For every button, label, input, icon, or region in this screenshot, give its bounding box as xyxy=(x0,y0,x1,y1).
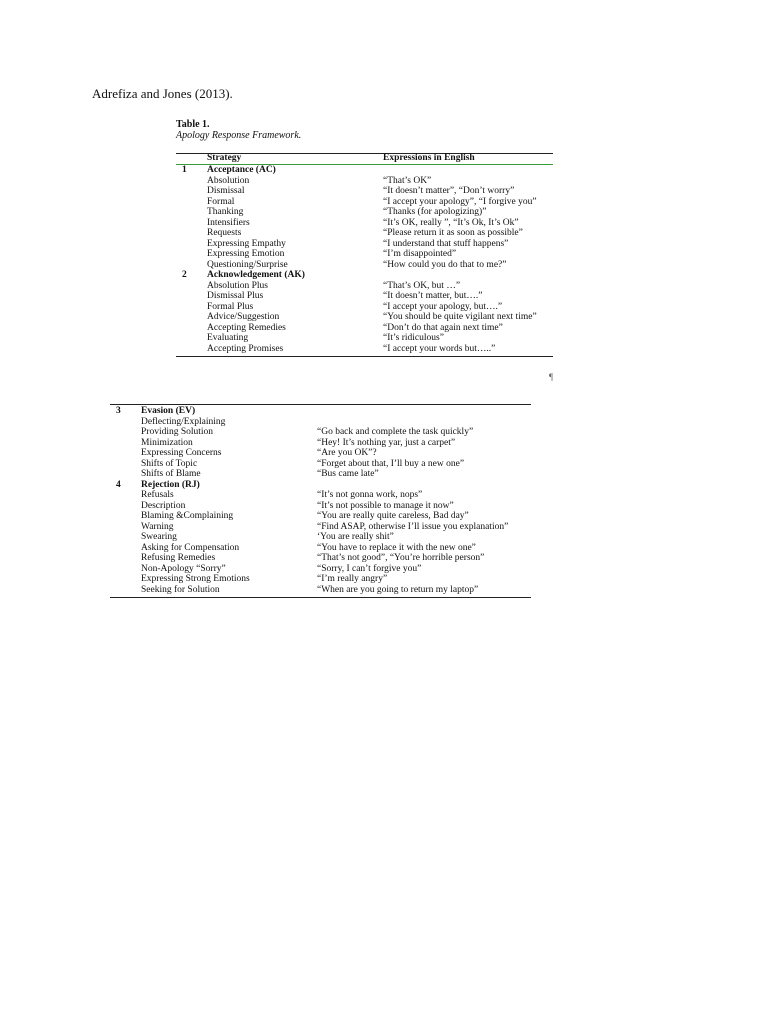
row-strategy: Refusing Remedies xyxy=(141,553,216,563)
row-expression: ‘You are really shit” xyxy=(317,532,394,542)
table-row xyxy=(176,333,553,344)
row-expression: “It’s not possible to manage it now” xyxy=(317,500,454,511)
row-expression: “I accept your apology”, “I forgive you” xyxy=(383,196,537,207)
table-row xyxy=(110,511,531,522)
table-title: Table 1. xyxy=(176,119,210,130)
row-strategy: Advice/Suggestion xyxy=(207,312,280,322)
pilcrow-mark: ¶ xyxy=(549,372,554,382)
table-row xyxy=(176,186,553,197)
row-expression: “I understand that stuff happens” xyxy=(383,238,509,249)
row-strategy: Formal xyxy=(207,196,235,207)
row-expression: “I accept your apology, but….” xyxy=(383,301,503,312)
table-row xyxy=(176,218,553,229)
row-strategy: Shifts of Topic xyxy=(141,458,198,469)
row-strategy: Blaming &Complaining xyxy=(141,511,234,521)
table-row xyxy=(110,574,531,585)
table-row xyxy=(176,302,553,313)
row-strategy: Expressing Concerns xyxy=(141,448,222,458)
row-strategy: Swearing xyxy=(141,532,177,542)
table-row xyxy=(176,176,553,187)
table-row xyxy=(110,585,531,596)
row-strategy: Warning xyxy=(141,521,174,532)
table-row xyxy=(110,532,531,543)
row-expression: “I accept your words but…..” xyxy=(383,343,496,354)
row-expression: “That’s not good”, “You’re horrible person” xyxy=(317,553,485,563)
row-expression: “It doesn’t matter, but….” xyxy=(383,291,483,301)
table-row xyxy=(176,344,553,355)
header-expressions: Expressions in English xyxy=(383,153,475,163)
row-strategy: Providing Solution xyxy=(141,427,214,437)
table-row xyxy=(176,312,553,323)
table-group-row xyxy=(110,406,531,417)
table-row xyxy=(110,564,531,575)
row-expression: “How could you do that to me?” xyxy=(383,259,507,270)
row-strategy: Shifts of Blame xyxy=(141,469,201,479)
row-strategy: Expressing Empathy xyxy=(207,238,286,249)
table-row xyxy=(176,281,553,292)
row-number: 2 xyxy=(182,270,187,280)
row-strategy: Formal Plus xyxy=(207,301,254,312)
table-row xyxy=(110,448,531,459)
row-strategy: Dismissal xyxy=(207,186,245,196)
row-strategy: Refusals xyxy=(141,490,174,500)
row-expression: “You are really quite careless, Bad day” xyxy=(317,511,469,521)
row-strategy: Accepting Promises xyxy=(207,343,284,354)
row-strategy: Thanking xyxy=(207,207,244,217)
row-strategy: Requests xyxy=(207,228,242,238)
table-row xyxy=(176,260,553,271)
row-number: 3 xyxy=(116,406,121,416)
table-body-part2 xyxy=(110,406,531,595)
table-row xyxy=(110,553,531,564)
table-bottom-rule xyxy=(176,356,553,357)
row-expression: “That’s OK, but …” xyxy=(383,280,461,291)
row-expression: “Thanks (for apologizing)” xyxy=(383,207,487,217)
row-strategy: Seeking for Solution xyxy=(141,584,220,595)
row-expression: “I’m disappointed” xyxy=(383,249,457,259)
row-expression: “Forget about that, I’ll buy a new one” xyxy=(317,458,465,469)
row-expression: “Are you OK”? xyxy=(317,448,377,458)
row-expression: “Bus came late” xyxy=(317,469,379,479)
row-expression: “It doesn’t matter”, “Don’t worry” xyxy=(383,186,515,196)
row-strategy: Evasion (EV) xyxy=(141,406,196,416)
row-expression: “Please return it as soon as possible” xyxy=(383,228,523,238)
row-strategy: Accepting Remedies xyxy=(207,322,286,333)
table-row xyxy=(110,490,531,501)
table-group-row xyxy=(176,165,553,176)
row-strategy: Acceptance (AC) xyxy=(207,165,276,175)
row-expression: “Sorry, I can’t forgive you” xyxy=(317,563,422,574)
row-expression: “Find ASAP, otherwise I’ll issue you explanation” xyxy=(317,521,509,532)
row-expression: “It’s OK, really ”, “It’s Ok, It’s Ok” xyxy=(383,217,519,228)
table-row xyxy=(110,459,531,470)
row-strategy: Questioning/Surprise xyxy=(207,259,288,270)
table-row xyxy=(176,239,553,250)
table-group-row xyxy=(176,270,553,281)
table2-bottom-rule xyxy=(110,597,531,598)
row-strategy: Asking for Compensation xyxy=(141,542,240,553)
table-row xyxy=(110,522,531,533)
row-strategy: Absolution Plus xyxy=(207,280,268,291)
table-group-row xyxy=(110,480,531,491)
row-expression: “I’m really angry” xyxy=(317,574,388,584)
table-row xyxy=(110,417,531,428)
row-expression: “You have to replace it with the new one” xyxy=(317,542,476,553)
table-row xyxy=(176,207,553,218)
table-row xyxy=(110,427,531,438)
row-strategy: Deflecting/Explaining xyxy=(141,416,226,427)
row-expression: “When are you going to return my laptop” xyxy=(317,584,479,595)
row-strategy: Non-Apology “Sorry” xyxy=(141,563,226,574)
row-number: 4 xyxy=(116,479,121,490)
table-row xyxy=(176,323,553,334)
row-strategy: Minimization xyxy=(141,437,193,448)
table-row xyxy=(110,543,531,554)
table2-top-rule xyxy=(110,404,531,405)
table-subtitle: Apology Response Framework. xyxy=(176,130,302,141)
row-strategy: Intensifiers xyxy=(207,217,250,228)
citation: Adrefiza and Jones (2013). xyxy=(92,86,233,101)
row-strategy: Evaluating xyxy=(207,333,249,343)
row-strategy: Expressing Emotion xyxy=(207,249,285,259)
row-expression: “Hey! It’s nothing yar, just a carpet” xyxy=(317,437,456,448)
row-number: 1 xyxy=(182,165,187,175)
table-row xyxy=(110,469,531,480)
row-strategy: Rejection (RJ) xyxy=(141,479,200,490)
table-row xyxy=(176,197,553,208)
row-strategy: Dismissal Plus xyxy=(207,291,264,301)
row-expression: “Go back and complete the task quickly” xyxy=(317,427,474,437)
row-expression: “That’s OK” xyxy=(383,175,432,186)
row-expression: “It’s not gonna work, nops” xyxy=(317,490,423,500)
table-row xyxy=(110,438,531,449)
row-expression: “It’s ridiculous” xyxy=(383,333,444,343)
table-header-row xyxy=(176,153,553,164)
table-row xyxy=(176,228,553,239)
row-expression: “You should be quite vigilant next time” xyxy=(383,312,537,322)
row-strategy: Expressing Strong Emotions xyxy=(141,574,250,584)
row-strategy: Acknowledgement (AK) xyxy=(207,270,305,280)
table-row xyxy=(176,249,553,260)
row-strategy: Description xyxy=(141,500,186,511)
row-expression: “Don’t do that again next time” xyxy=(383,322,503,333)
table-row xyxy=(176,291,553,302)
table-body-part1 xyxy=(176,165,553,354)
header-strategy: Strategy xyxy=(207,153,242,163)
row-strategy: Absolution xyxy=(207,175,250,186)
table-row xyxy=(110,501,531,512)
